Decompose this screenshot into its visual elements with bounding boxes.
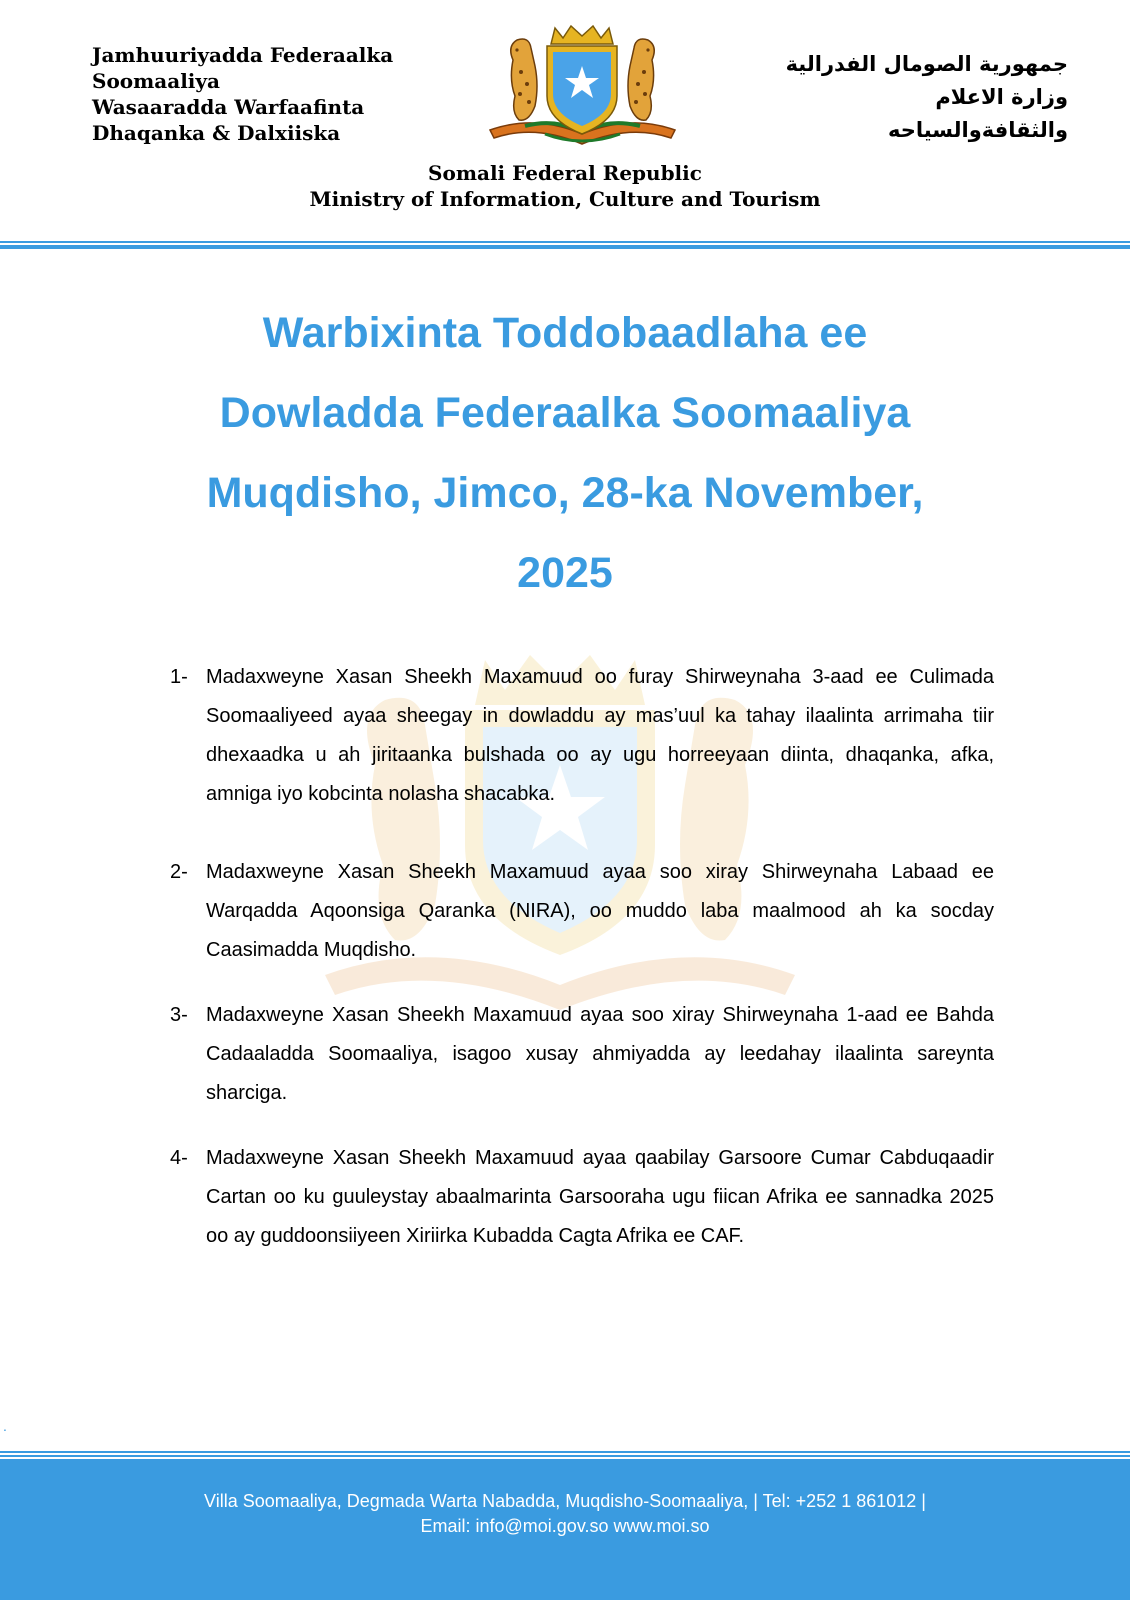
- header-right-line: جمهورية الصومال الفدرالية: [785, 52, 1068, 76]
- header-english-ministry-name: [0, 160, 1130, 212]
- footer: [0, 1459, 1130, 1600]
- item-number: 2-: [170, 861, 188, 883]
- title-line: Dowladda Federaalka Soomaaliya: [219, 389, 911, 437]
- list-item: [170, 996, 994, 1113]
- header-arabic-ministry-name: [708, 48, 1068, 147]
- footer-divider-a: [0, 1451, 1130, 1453]
- page-title: [150, 293, 980, 613]
- header-right-line: والثقافةوالسياحه: [887, 118, 1068, 142]
- item-text: Madaxweyne Xasan Sheekh Maxamuud ayaa soo xiray Shirweynaha Labaad ee Warqadda Aqoonsiga Qaranka (NIRA), oo muddo laba maalmood ah ka socday Caasimadda Muqdisho.: [206, 861, 994, 961]
- item-text: Madaxweyne Xasan Sheekh Maxamuud ayaa qaabilay Garsoore Cumar Cabduqaadir Cartan oo ku guuleystay abaalmarinta Garsooraha ugu fiican Afrika ee sannadka 2025 oo ay guddoonsiiyeen Xiriirka Kubadda Cagta Afrika ee CAF.: [206, 1147, 994, 1247]
- list-item: [170, 853, 994, 970]
- item-number: 3-: [170, 1004, 188, 1026]
- header-left-line: Dhaqanka & Dalxiiska: [92, 121, 341, 145]
- stray-mark: .: [3, 1418, 7, 1434]
- title-line: Muqdisho, Jimco, 28-ka November,: [206, 469, 924, 517]
- header-somali-ministry-name: [92, 42, 452, 146]
- header-left-line: Wasaaradda Warfaafinta: [92, 95, 365, 119]
- title-line: 2025: [517, 549, 613, 597]
- header-left-line: Soomaaliya: [92, 69, 220, 93]
- header-center-line: Ministry of Information, Culture and Tourism: [309, 187, 821, 211]
- header-left-line: Jamhuuriyadda Federaalka: [92, 43, 394, 67]
- footer-address: Villa Soomaaliya, Degmada Warta Nabadda, Muqdisho-Soomaaliya, | Tel: +252 1 861012 |: [204, 1491, 926, 1511]
- title-line: Warbixinta Toddobaadlaha ee: [262, 309, 868, 357]
- list-item: [170, 658, 994, 814]
- item-text: Madaxweyne Xasan Sheekh Maxamuud ayaa soo xiray Shirweynaha 1-aad ee Bahda Cadaaladda Soomaaliya, isagoo xusay ahmiyadda ay leedahay ilaalinta sareynta sharciga.: [206, 1004, 994, 1104]
- header-divider-thin: [0, 241, 1130, 243]
- list-item: [170, 1139, 994, 1256]
- somalia-coat-of-arms-icon: [485, 22, 680, 157]
- news-items-list: [170, 658, 994, 1256]
- footer-contact: Email: info@moi.gov.so www.moi.so: [420, 1516, 710, 1536]
- header-center-line: Somali Federal Republic: [428, 161, 702, 185]
- item-number: 1-: [170, 666, 188, 688]
- item-number: 4-: [170, 1147, 188, 1169]
- header-right-line: وزارة الاعلام: [935, 85, 1068, 109]
- item-text: Madaxweyne Xasan Sheekh Maxamuud oo furay Shirweynaha 3-aad ee Culimada Soomaaliyeed ayaa sheegay in dowladdu ay mas’uul ka tahay ilaalinta arrimaha tiir dhexaadka u ah jiritaanka bulshada oo ay ugu horreeyaan diinta, dhaqanka, afka, amniga iyo kobcinta nolasha shacabka.: [206, 666, 994, 805]
- footer-divider-b: [0, 1455, 1130, 1457]
- header-divider-thick: [0, 245, 1130, 249]
